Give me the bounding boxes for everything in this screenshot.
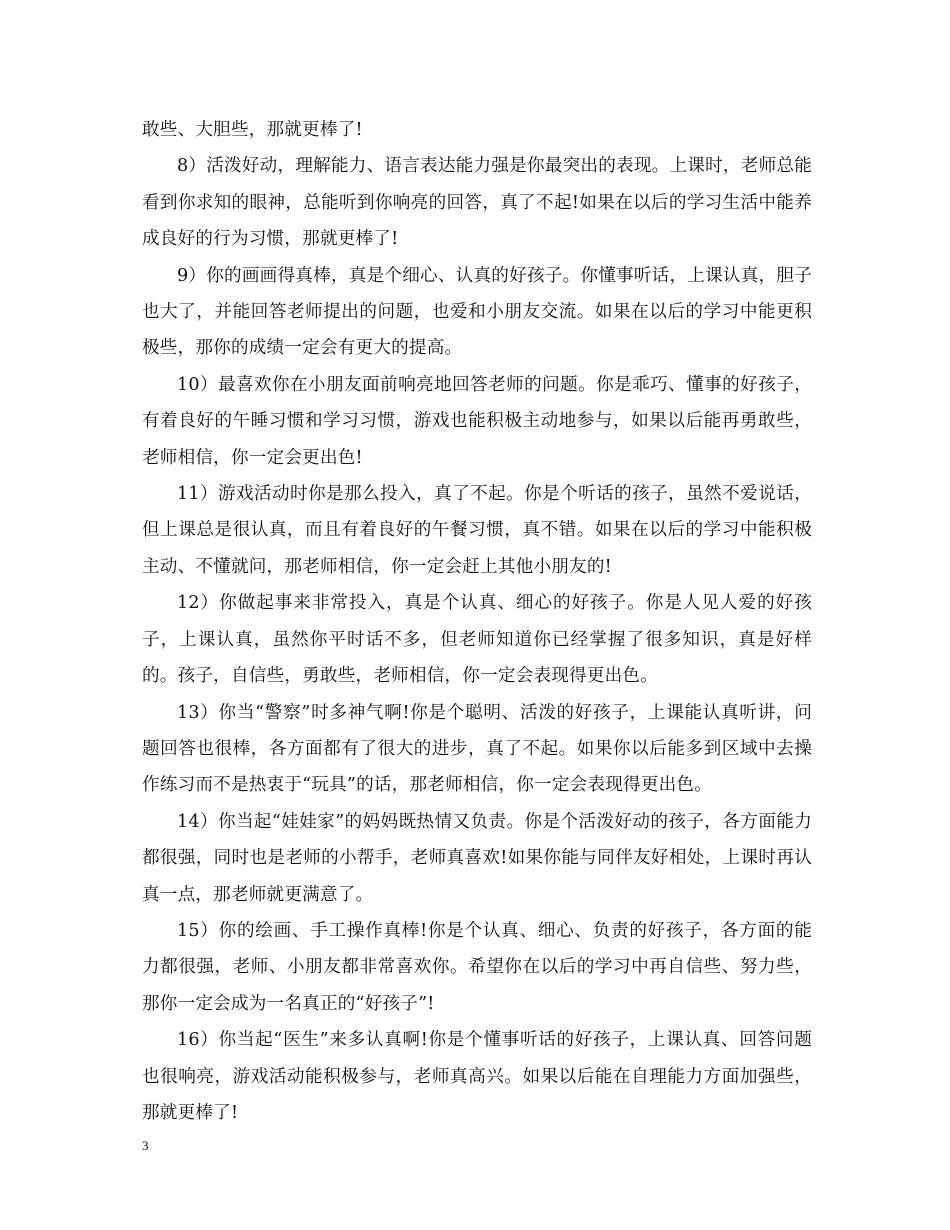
- paragraph-comment-11: 11）游戏活动时你是那么投入，真了不起。你是个听话的孩子，虽然不爱说话，但上课总是很认真，而且有着良好的午餐习惯，真不错。如果在以后的学习中能积极主动、不懂就问，那老师相信，你一定会赶上其他小朋友的!: [142, 484, 812, 577]
- paragraph-comment-16: 16）你当起“医生”来多认真啊!你是个懂事听话的好孩子，上课认真、回答问题也很响亮，游戏活动能积极参与，老师真高兴。如果以后能在自理能力方面加强些，那就更棒了!: [142, 1030, 812, 1123]
- paragraph-comment-9: 9）你的画画得真棒，真是个细心、认真的好孩子。你懂事听话，上课认真，胆子也大了，并能回答老师提出的问题，也爱和小朋友交流。如果在以后的学习中能更积极些，那你的成绩一定会有更大的提高。: [142, 265, 812, 359]
- page-number: 3: [142, 1138, 149, 1153]
- document-body: [142, 112, 812, 1131]
- paragraph-comment-8: 8）活泼好动，理解能力、语言表达能力强是你最突出的表现。上课时，老师总能看到你求知的眼神，总能听到你响亮的回答，真了不起!如果在以后的学习生活中能养成良好的行为习惯，那就更棒了!: [142, 156, 812, 250]
- paragraph-continuation: 敢些、大胆些，那就更棒了!: [142, 120, 363, 140]
- paragraph-comment-13: 13）你当“警察”时多神气啊!你是个聪明、活泼的好孩子，上课能认真听讲，问题回答也很棒，各方面都有了很大的进步，真了不起。如果你以后能多到区域中去操作练习而不是热衷于“玩具”的话，那老师相信，你一定会表现得更出色。: [142, 702, 812, 796]
- paragraph-comment-12: 12）你做起事来非常投入，真是个认真、细心的好孩子。你是人见人爱的好孩子，上课认真，虽然你平时话不多，但老师知道你已经掌握了很多知识，真是好样的。孩子，自信些，勇敢些，老师相信，你一定会表现得更出色。: [142, 593, 812, 687]
- paragraph-comment-10: 10）最喜欢你在小朋友面前响亮地回答老师的问题。你是乖巧、懂事的好孩子，有着良好的午睡习惯和学习习惯，游戏也能积极主动地参与，如果以后能再勇敢些，老师相信，你一定会更出色!: [142, 374, 812, 468]
- paragraph-comment-15: 15）你的绘画、手工操作真棒!你是个认真、细心、负责的好孩子，各方面的能力都很强，老师、小朋友都非常喜欢你。希望你在以后的学习中再自信些、努力些，那你一定会成为一名真正的“好孩子”!: [142, 920, 812, 1014]
- paragraph-comment-14: 14）你当起“娃娃家”的妈妈既热情又负责。你是个活泼好动的孩子，各方面能力都很强，同时也是老师的小帮手，老师真喜欢!如果你能与同伴友好相处，上课时再认真一点，那老师就更满意了。: [142, 811, 812, 905]
